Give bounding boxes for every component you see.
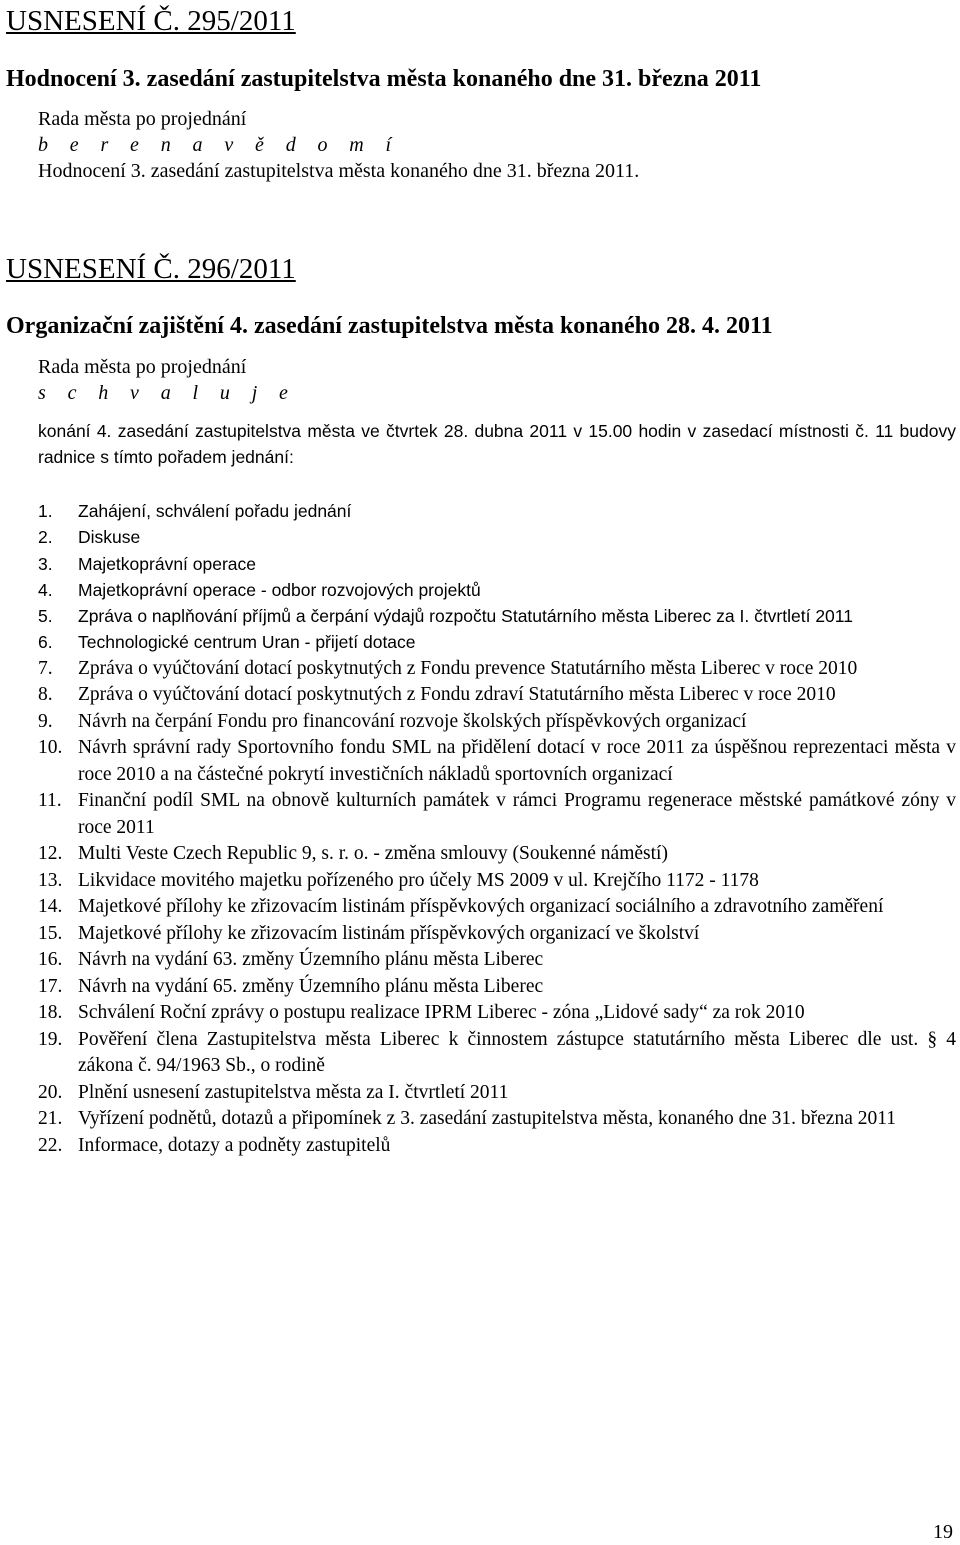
agenda-item-text: Návrh na vydání 63. změny Územního plánu města Liberec (78, 949, 544, 971)
agenda-item-text: Finanční podíl SML na obnově kulturních památek v rámci Programu regenerace městské památkové zóny v roce 2011 (78, 790, 956, 838)
agenda-item-number: 14. (38, 896, 63, 918)
agenda-item-text: Zpráva o vyúčtování dotací poskytnutých z Fondu prevence Statutárního města Liberec v roce 2010 (78, 657, 858, 679)
agenda-item-8 (38, 682, 956, 709)
agenda-item-6 (38, 629, 956, 655)
agenda-item-text: Majetkoprávní operace (78, 553, 257, 574)
resolution-296-heading: USNESENÍ Č. 296/2011 (6, 253, 296, 285)
agenda-item-4 (38, 577, 956, 603)
agenda-item-text: Návrh na čerpání Fondu pro financování rozvoje školských příspěvkových organizací (78, 710, 747, 732)
agenda-item-number: 12. (38, 843, 63, 865)
resolution-295-verdict: b e r e n a v ě d o m í (38, 134, 400, 156)
agenda-item-number: 10. (38, 737, 63, 759)
agenda-item-text: Zahájení, schválení pořadu jednání (78, 501, 352, 521)
agenda-item-2 (38, 524, 956, 550)
agenda-item-number: 6. (38, 632, 53, 653)
agenda-item-number: 21. (38, 1108, 63, 1130)
agenda-item-text: Informace, dotazy a podněty zastupitelů (78, 1134, 391, 1156)
agenda-item-12 (38, 841, 956, 868)
agenda-item-13 (38, 868, 956, 895)
agenda-item-number: 4. (38, 579, 53, 600)
resolution-295-text: Hodnocení 3. zasedání zastupitelstva města konaného dne 31. března 2011. (38, 160, 640, 182)
agenda-item-22 (38, 1133, 956, 1160)
agenda-item-15 (38, 921, 956, 948)
agenda-item-text: Likvidace movitého majetku pořízeného pro účely MS 2009 v ul. Krejčího 1172 - 1178 (78, 869, 759, 891)
resolution-295-subject: Hodnocení 3. zasedání zastupitelstva města konaného dne 31. března 2011 (6, 66, 762, 92)
resolution-296-subject: Organizační zajištění 4. zasedání zastupitelstva města konaného 28. 4. 2011 (6, 313, 773, 339)
agenda-item-17 (38, 974, 956, 1001)
agenda-item-number: 18. (38, 1002, 63, 1024)
page-number: 19 (933, 1521, 953, 1543)
agenda-item-14 (38, 894, 956, 921)
agenda-item-number: 2. (38, 527, 53, 548)
agenda-item-text: Zpráva o vyúčtování dotací poskytnutých z Fondu zdraví Statutárního města Liberec v roce 2010 (78, 684, 836, 706)
agenda-item-number: 1. (38, 501, 53, 521)
agenda-item-21 (38, 1106, 956, 1133)
agenda-item-number: 9. (38, 710, 53, 732)
agenda-item-9 (38, 709, 956, 736)
agenda-item-text: Multi Veste Czech Republic 9, s. r. o. - změna smlouvy (Soukenné náměstí) (78, 843, 668, 865)
agenda-item-number: 16. (38, 949, 63, 971)
agenda-item-number: 8. (38, 684, 53, 706)
agenda-item-text: Pověření člena Zastupitelstva města Liberec k činnostem zástupce statutárního města Liberec dle ust. § 4 zákona č. 94/1963 Sb., o rodině (78, 1028, 956, 1077)
resolution-296-verdict: s c h v a l u j e (38, 382, 297, 404)
agenda-item-16 (38, 947, 956, 974)
agenda-item-number: 13. (38, 869, 63, 891)
resolution-296-council-line: Rada města po projednání (38, 356, 247, 378)
agenda-item-text: Technologické centrum Uran - přijetí dotace (78, 632, 416, 653)
agenda-item-1 (38, 498, 956, 524)
agenda-item-number: 11. (38, 790, 62, 812)
agenda-item-text: Návrh správní rady Sportovního fondu SML na přidělení dotací v roce 2011 za úspěšnou reprezentaci města v roce 2010 a na částečné pokrytí investičních nákladů sportovních organizací (78, 737, 956, 785)
agenda-item-5 (38, 603, 956, 629)
agenda-item-number: 19. (38, 1028, 63, 1050)
agenda-item-number: 22. (38, 1134, 63, 1156)
agenda-item-number: 20. (38, 1081, 63, 1103)
agenda-item-text: Schválení Roční zprávy o postupu realizace IPRM Liberec - zóna „Lidové sady“ za rok 2010 (78, 1002, 805, 1024)
agenda-list (38, 498, 956, 1159)
agenda-item-number: 7. (38, 657, 53, 679)
resolution-296-intro: konání 4. zasedání zastupitelstva města ve čtvrtek 28. dubna 2011 v 15.00 hodin v zasedací místnosti č. 11 budovy radnice s tímto pořadem jednání: (38, 421, 956, 467)
agenda-item-text: Návrh na vydání 65. změny Územního plánu města Liberec (78, 975, 544, 997)
agenda-item-text: Diskuse (78, 527, 141, 548)
agenda-item-text: Plnění usnesení zastupitelstva města za I. čtvrtletí 2011 (78, 1081, 509, 1103)
agenda-item-number: 15. (38, 922, 63, 944)
resolution-295-council-line: Rada města po projednání (38, 108, 247, 130)
resolution-295-heading: USNESENÍ Č. 295/2011 (6, 5, 296, 37)
agenda-item-11 (38, 788, 956, 841)
agenda-item-text: Majetkové přílohy ke zřizovacím listinám příspěvkových organizací sociálního a zdravotního zaměření (78, 896, 884, 918)
agenda-item-number: 17. (38, 975, 63, 997)
agenda-item-10 (38, 735, 956, 788)
agenda-item-number: 3. (38, 553, 53, 574)
agenda-item-7 (38, 656, 956, 683)
agenda-item-text: Vyřízení podnětů, dotazů a připomínek z 3. zasedání zastupitelstva města, konaného dne 31. března 2011 (78, 1108, 897, 1130)
agenda-item-number: 5. (38, 606, 53, 627)
agenda-item-19 (38, 1027, 956, 1080)
agenda-item-text: Majetkoprávní operace - odbor rozvojových projektů (78, 579, 481, 600)
agenda-item-18 (38, 1000, 956, 1027)
agenda-item-text: Zpráva o naplňování příjmů a čerpání výdajů rozpočtu Statutárního města Liberec za I. čtvrtletí 2011 (78, 606, 853, 627)
agenda-item-20 (38, 1080, 956, 1107)
agenda-item-3 (38, 551, 956, 577)
agenda-item-text: Majetkové přílohy ke zřizovacím listinám příspěvkových organizací ve školství (78, 922, 700, 944)
